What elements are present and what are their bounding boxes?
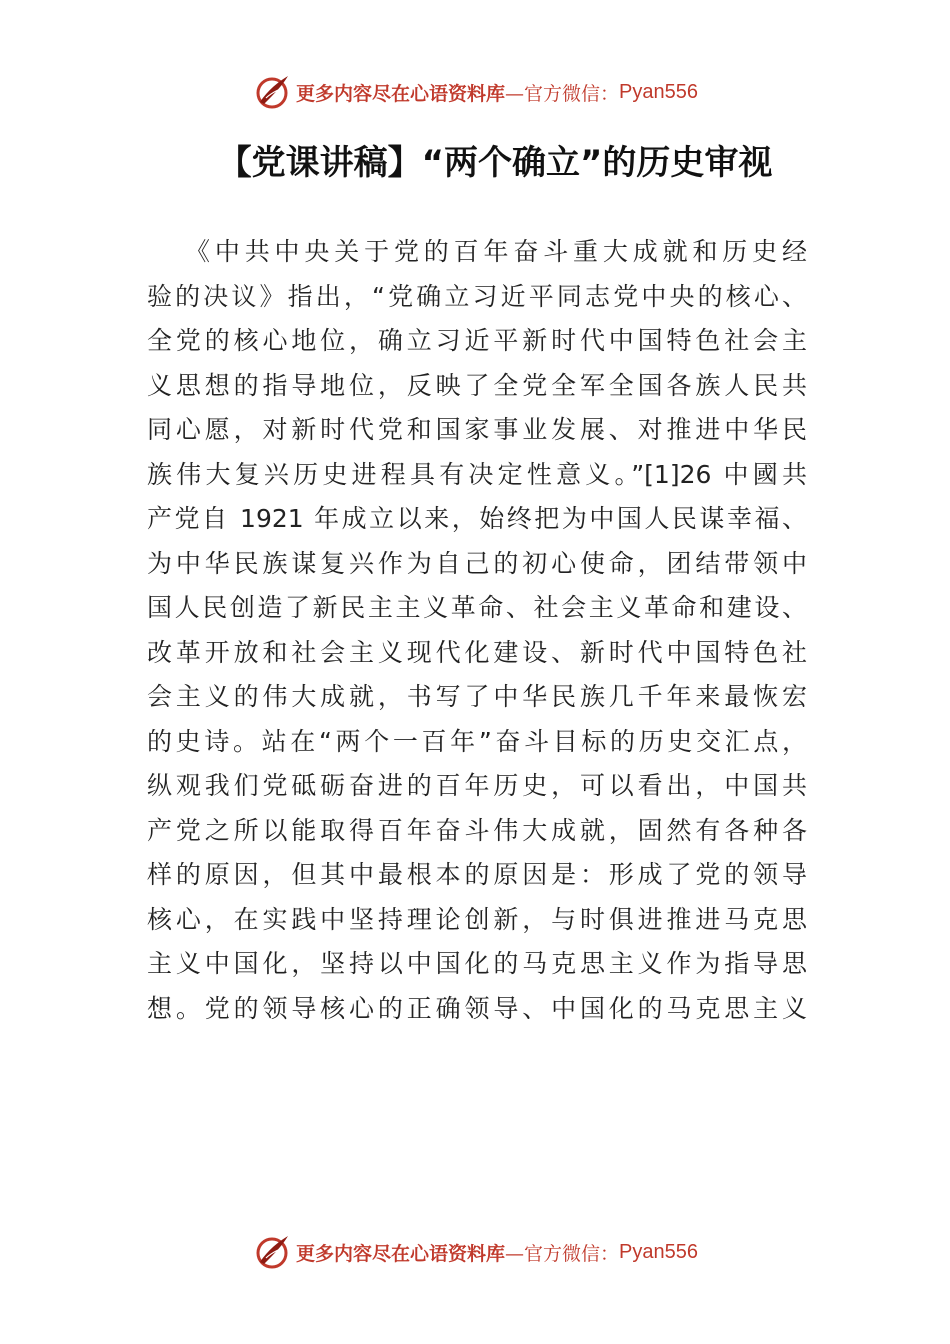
footer-watermark	[0, 1230, 950, 1274]
paragraph-line: 验的决议》指出，“党确立习近平同志党中央的核心、	[147, 281, 807, 311]
watermark-brand-text: 更多内容尽在心语资料库	[296, 1242, 506, 1265]
paragraph-line: 主义中国化，坚持以中国化的马克思主义作为指导思	[147, 949, 807, 978]
quill-swirl-logo-icon	[252, 1232, 292, 1272]
paragraph-line: 核心，在实践中坚持理论创新，与时俱进推进马克思	[147, 904, 807, 934]
paragraph-line: 的史诗。站在“两个一百年”奋斗目标的历史交汇点，	[147, 726, 807, 756]
paragraph-line: 想。党的领导核心的正确领导、中国化的马克思主义	[147, 993, 807, 1023]
watermark-brand-text: 更多内容尽在心语资料库	[296, 82, 506, 105]
quill-swirl-logo-icon	[252, 72, 292, 112]
paragraph-line: 纵观我们党砥砺奋进的百年历史，可以看出，中国共	[147, 771, 807, 800]
paragraph-line: 义思想的指导地位，反映了全党全军全国各族人民共	[147, 370, 807, 400]
paragraph-line: 产党自 1921 年成立以来，始终把为中国人民谋幸福、	[147, 504, 807, 533]
paragraph-line: 会主义的伟大成就，书写了中华民族几千年来最恢宏	[147, 682, 807, 711]
paragraph-line: 为中华民族谋复兴作为自己的初心使命，团结带领中	[147, 548, 807, 578]
watermark-account-text: Pyan556	[619, 1240, 698, 1263]
document-title: 【党课讲稿】“两个确立”的历史审视	[217, 143, 773, 183]
paragraph-line: 全党的核心地位，确立习近平新时代中国特色社会主	[147, 326, 807, 355]
paragraph-line: 国人民创造了新民主主义革命、社会主义革命和建设、	[147, 593, 807, 622]
watermark-separator-text: —官方微信：	[505, 1242, 620, 1265]
watermark-separator-text: —官方微信：	[505, 82, 620, 105]
paragraph-line: 《中共中央关于党的百年奋斗重大成就和历史经	[185, 237, 807, 266]
paragraph-line: 样的原因，但其中最根本的原因是：形成了党的领导	[147, 860, 807, 889]
paragraph-line: 改革开放和社会主义现代化建设、新时代中国特色社	[147, 637, 807, 667]
paragraph-line: 产党之所以能取得百年奋斗伟大成就，固然有各种各	[147, 815, 807, 845]
header-watermark	[0, 70, 950, 114]
paragraph-line: 同心愿，对新时代党和国家事业发展、对推进中华民	[147, 415, 807, 444]
paragraph-line: 族伟大复兴历史进程具有决定性意义。”[1]26 中國共	[147, 459, 807, 489]
watermark-account-text: Pyan556	[619, 80, 698, 103]
document-body	[147, 230, 807, 1031]
